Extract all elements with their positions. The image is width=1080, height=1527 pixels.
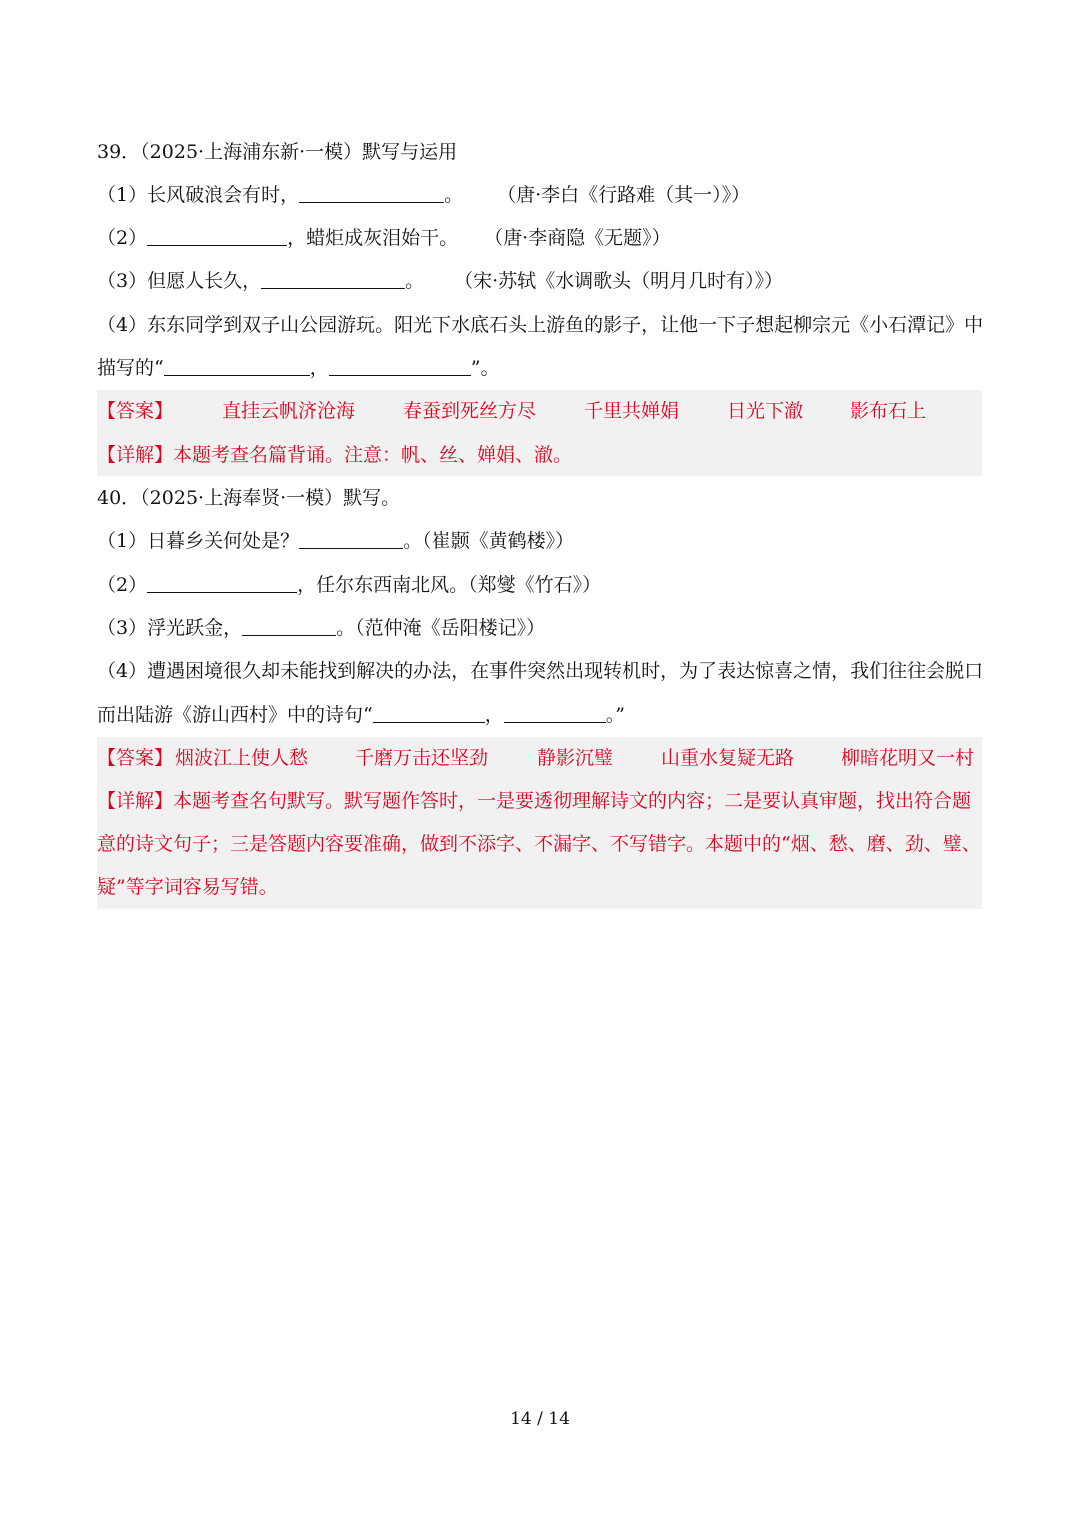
q39-s3-post: 。 — [405, 270, 425, 292]
q40-s2-post: ，任尔东西南北风。（郑燮《竹石》） — [297, 574, 602, 596]
q39-s2-post: ，蜡炬成灰泪始干。 — [287, 227, 459, 249]
question-39-header: 39．（2025·上海浦东新·一模）默写与运用 — [97, 141, 458, 163]
q40-s1-blank[interactable] — [299, 530, 403, 549]
q40-sentence-3 — [97, 615, 982, 641]
q39-s1-blank[interactable] — [299, 184, 444, 203]
q40-detail-line-2: 意的诗文句子；三是答题内容要准确，做到不添字、不漏字、不写错字。本题中的“烟、愁、磨、劲、璧、 — [97, 833, 981, 855]
q40-detail-line-1 — [97, 788, 982, 814]
q39-s3-blank[interactable] — [261, 270, 405, 289]
page-number: 14 / 14 — [510, 1409, 570, 1429]
q39-s3-source: （宋·苏轼《水调歌头（明月几时有）》） — [454, 270, 784, 292]
q40-answer-label: 【答案】 — [97, 747, 174, 769]
q40-answer-line — [97, 745, 982, 771]
q40-answer-5: 柳暗花明又一村 — [841, 747, 975, 769]
q39-s2-pre: （2） — [97, 227, 148, 249]
q39-s4-post: ”。 — [470, 357, 500, 379]
q39-sentence-4-line-1: （4）东东同学到双子山公园游玩。阳光下水底石头上游鱼的影子，让他一下子想起柳宗元《小石潭记》中 — [97, 314, 984, 336]
q40-detail-line-3: 疑”等字词容易写错。 — [97, 876, 278, 898]
q40-sentence-2 — [97, 572, 982, 598]
q39-answer-2: 春蚕到死丝方尽 — [403, 400, 537, 422]
q39-detail-label: 【详解】 — [97, 444, 174, 466]
q40-answer-3: 静影沉璧 — [537, 747, 614, 769]
q39-sentence-4-line-2 — [97, 355, 982, 381]
q39-s4-pre: 描写的“ — [97, 357, 164, 379]
q40-answer-1: 烟波江上使人愁 — [175, 747, 309, 769]
q39-s2-source: （唐·李商隐《无题》） — [484, 227, 671, 249]
q39-answer-1: 直挂云帆济沧海 — [222, 400, 356, 422]
q39-s3-pre: （3）但愿人长久， — [97, 270, 262, 292]
q39-s1-pre: （1）长风破浪会有时， — [97, 184, 300, 206]
q39-s1-source: （唐·李白《行路难（其一）》） — [497, 184, 751, 206]
q39-answer-line — [97, 398, 982, 424]
q40-sentence-4-line-2 — [97, 702, 982, 728]
q39-s4-mid: ， — [309, 357, 329, 379]
q39-answer-3: 千里共婵娟 — [584, 400, 680, 422]
q39-answer-4: 日光下澈 — [727, 400, 804, 422]
q40-s1-post: 。（崔颢《黄鹤楼》） — [403, 530, 575, 552]
q39-answer-5: 影布石上 — [850, 400, 927, 422]
q40-s1-pre: （1）日暮乡关何处是？ — [97, 530, 300, 552]
q39-s4-blank-2[interactable] — [329, 357, 471, 376]
q40-s4-mid: ， — [484, 704, 504, 726]
q40-s3-blank[interactable] — [242, 617, 336, 636]
q39-sentence-2 — [97, 225, 982, 251]
q40-answer-4: 山重水复疑无路 — [661, 747, 795, 769]
q40-s2-blank[interactable] — [147, 574, 297, 593]
q40-s2-pre: （2） — [97, 574, 148, 596]
q40-detail-label: 【详解】 — [97, 790, 174, 812]
q39-s2-blank[interactable] — [147, 227, 287, 246]
q40-detail-text-1: 本题考查名句默写。默写题作答时，一是要透彻理解诗文的内容；二是要认真审题，找出符合题 — [173, 790, 972, 812]
q40-s4-blank-2[interactable] — [504, 704, 606, 723]
q39-detail — [97, 442, 982, 468]
q40-sentence-1 — [97, 528, 982, 554]
q40-s4-post: 。” — [605, 704, 625, 726]
q39-sentence-3 — [97, 268, 982, 294]
q39-sentence-1 — [97, 182, 982, 208]
q39-s1-post: 。 — [444, 184, 464, 206]
q39-detail-text: 本题考查名篇背诵。注意：帆、丝、婵娟、澈。 — [173, 444, 573, 466]
question-40-header: 40．（2025·上海奉贤·一模）默写。 — [97, 487, 401, 509]
q40-answer-2: 千磨万击还坚劲 — [355, 747, 489, 769]
q40-s4-blank-1[interactable] — [373, 704, 485, 723]
q40-sentence-4-line-1: （4）遭遇困境很久却未能找到解决的办法，在事件突然出现转机时，为了表达惊喜之情，我们往往会脱口 — [97, 660, 984, 682]
q39-s4-blank-1[interactable] — [164, 357, 310, 376]
q39-answer-label: 【答案】 — [97, 400, 174, 422]
q40-s3-post: 。（范仲淹《岳阳楼记》） — [336, 617, 546, 639]
q40-s4-pre: 而出陆游《游山西村》中的诗句“ — [97, 704, 373, 726]
q40-s3-pre: （3）浮光跃金， — [97, 617, 243, 639]
